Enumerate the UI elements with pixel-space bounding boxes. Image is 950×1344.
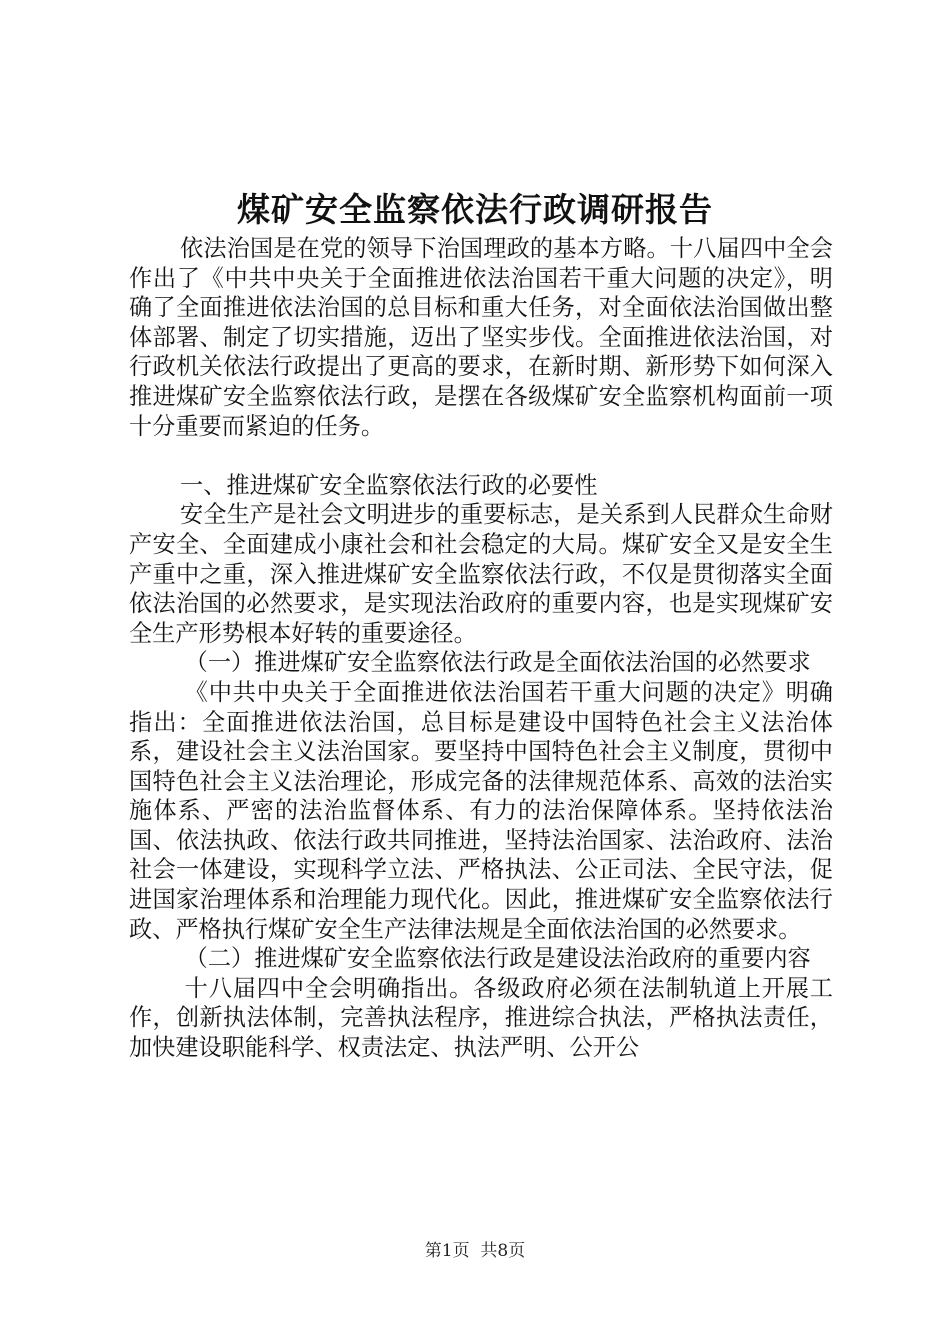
page-footer (0, 1238, 950, 1264)
paragraph-section-1: 安全生产是社会文明进步的重要标志，是关系到人民群众生命财产安全、全面建成小康社会和社会稳定的大局。煤矿安全又是安全生产重中之重，深入推进煤矿安全监察依法行政，不仅是贯彻落实全面依法治国的必然要求，是实现法治政府的重要内容，也是实现煤矿安全生产形势根本好转的重要途径。 (129, 501, 833, 647)
subsection-heading-1: （一）推进煤矿安全监察依法行政是全面依法治国的必然要求 (184, 649, 811, 677)
document-title: 煤矿安全监察依法行政调研报告 (237, 190, 713, 229)
paragraph-intro: 依法治国是在党的领导下治国理政的基本方略。十八届四中全会作出了《中共中央关于全面推进依法治国若干重大问题的决定》，明确了全面推进依法治国的总目标和重大任务，对全面依法治国做出整体部署、制定了切实措施，迈出了坚实步伐。全面推进依法治国，对行政机关依法行政提出了更高的要求，在新时期、新形势下如何深入推进煤矿安全监察依法行政，是摆在各级煤矿安全监察机构面前一项十分重要而紧迫的任务。 (129, 235, 833, 440)
paragraph-subsection-2: 十八届四中全会明确指出。各级政府必须在法制轨道上开展工作，创新执法体制，完善执法程序，推进综合执法，严格执法责任，加快建设职能科学、权责法定、执法严明、公开公 (129, 974, 833, 1062)
paragraph-subsection-1: 《中共中央关于全面推进依法治国若干重大问题的决定》明确指出：全面推进依法治国，总目标是建设中国特色社会主义法治体系，建设社会主义法治国家。要坚持中国特色社会主义制度，贯彻中国特色社会主义法治理论，形成完备的法律规范体系、高效的法治实施体系、严密的法治监督体系、有力的法治保障体系。坚持依法治国、依法执政、依法行政共同推进，坚持法治国家、法治政府、法治社会一体建设，实现科学立法、严格执法、公正司法、全民守法，促进国家治理体系和治理能力现代化。因此，推进煤矿安全监察依法行政、严格执行煤矿安全生产法律法规是全面依法治国的必然要求。 (129, 678, 833, 943)
page-total: 共8页 (480, 1241, 526, 1261)
page-number: 第1页 (424, 1241, 470, 1261)
subsection-heading-2: （二）推进煤矿安全监察依法行政是建设法治政府的重要内容 (184, 945, 811, 973)
paragraph-gap (129, 441, 833, 471)
section-heading-1: 一、推进煤矿安全监察依法行政的必要性 (180, 471, 598, 499)
document-body (129, 234, 833, 1063)
